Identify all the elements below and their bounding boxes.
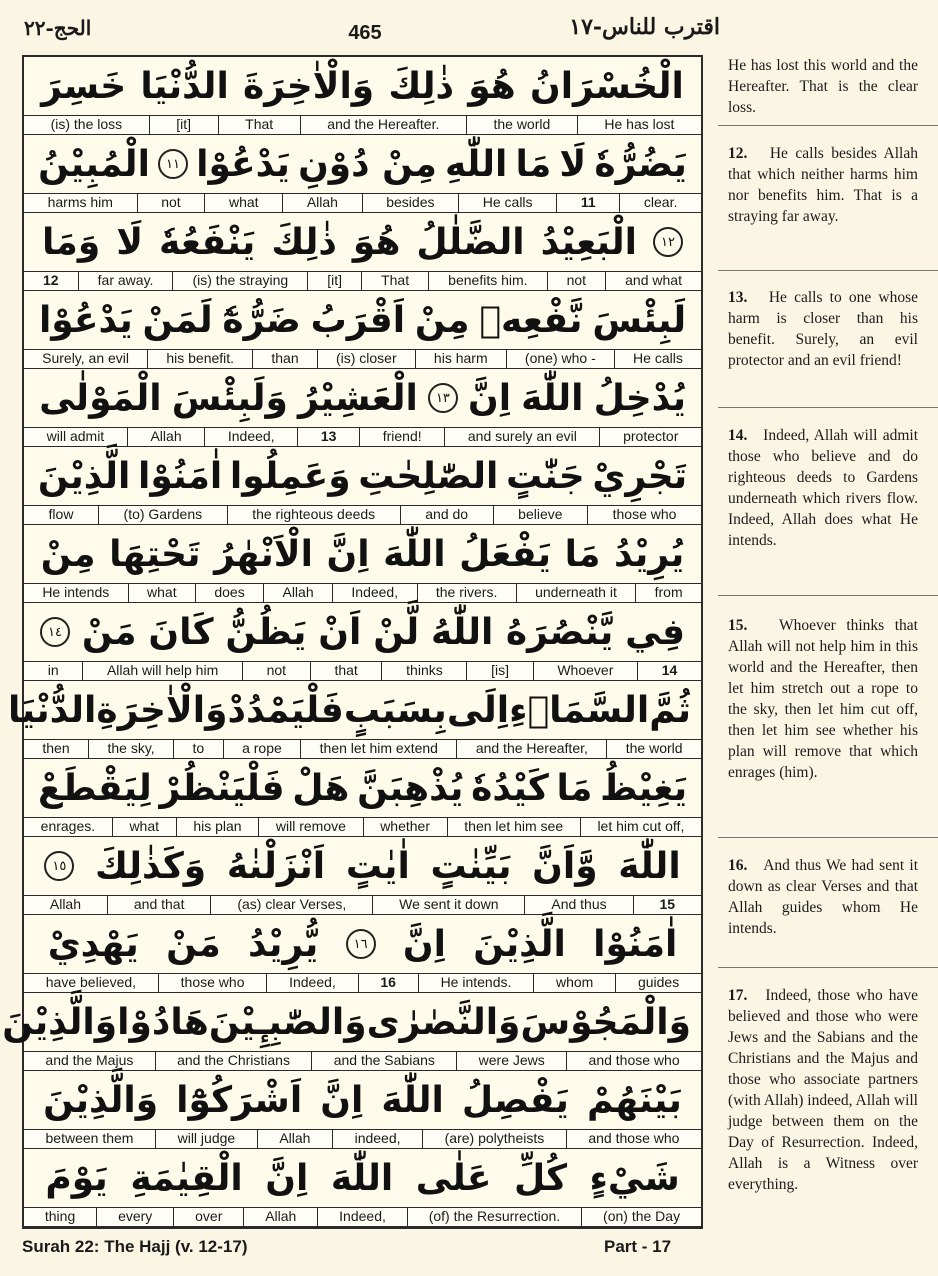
arabic-word: يَدْعُوْا xyxy=(196,143,290,185)
arabic-word: ذٰلِكَ xyxy=(388,65,454,107)
note-text: Whoever thinks that Allah will not help him in this world and the Hereafter, then let him stretch out a rope to the sky, then let him cut off, then let him see whether his plan will remove that which enrages (him). xyxy=(728,617,918,781)
arabic-line xyxy=(24,57,701,115)
arabic-word: اللّٰهَ xyxy=(381,1079,444,1121)
english-gloss-row xyxy=(24,895,701,915)
gloss-cell: That xyxy=(218,116,300,134)
note-text: Indeed, Allah will admit those who believe and do righteous deeds to Gardens underneath which rivers flow. Indeed, Allah does what He intends. xyxy=(728,427,918,549)
arabic-word: السَّمَاۤءِ xyxy=(509,689,650,731)
gloss-cell: every xyxy=(96,1208,173,1226)
verse-number-cell: 15 xyxy=(633,896,701,914)
gloss-cell: those who xyxy=(587,506,701,524)
gloss-cell: to xyxy=(173,740,223,758)
arabic-word: وَالصّٰبِـِٕيْنَ xyxy=(208,1001,367,1043)
commentary-note xyxy=(704,985,938,1195)
english-gloss-row xyxy=(24,973,701,993)
verse-line xyxy=(24,447,701,525)
arabic-word: ثُمَّ xyxy=(649,689,691,731)
arabic-word: الصّٰلِحٰتِ xyxy=(358,455,499,497)
gloss-cell: (one) who - xyxy=(506,350,614,368)
gloss-cell: and those who xyxy=(566,1130,701,1148)
arabic-word: يَّنْصُرَهُ اللّٰهُ xyxy=(430,611,614,653)
arabic-word: اِنَّ xyxy=(265,1157,309,1199)
arabic-word: وَالنَّصٰرٰى xyxy=(366,1001,521,1043)
gloss-cell: what xyxy=(112,818,176,836)
gloss-cell: He intends. xyxy=(418,974,533,992)
arabic-line xyxy=(24,1149,701,1207)
arabic-word: نَّفْعِهٖ xyxy=(479,299,583,341)
arabic-word: مِنْ xyxy=(40,533,96,575)
gloss-cell: over xyxy=(173,1208,243,1226)
arabic-word: الَّذِيْنَ xyxy=(473,923,566,965)
ayah-number-marker: ١٣ xyxy=(428,383,458,413)
english-gloss-row xyxy=(24,115,701,135)
ayah-number-marker: ١٤ xyxy=(40,617,70,647)
gloss-cell: Allah xyxy=(243,1208,317,1226)
gloss-cell: whom xyxy=(533,974,615,992)
note-number: 13. xyxy=(728,289,748,306)
ayah-number-marker: ١٥ xyxy=(44,851,74,881)
arabic-word: هُوَ xyxy=(352,221,401,263)
verse-line xyxy=(24,603,701,681)
gloss-cell: let him cut off, xyxy=(580,818,701,836)
arabic-word: اللّٰهَ xyxy=(521,377,584,419)
gloss-cell: He intends xyxy=(42,584,110,600)
note-text: Indeed, those who have believed and those who were Jews and the Sabians and the Christians and the Majus and those who associate partners (with Allah) indeed, Allah will judge between them on the Day of Resurrection. Indeed, Allah is a Witness over everything. xyxy=(728,987,918,1193)
gloss-cell: Indeed, xyxy=(204,428,297,446)
arabic-word: كَانَ xyxy=(148,611,214,653)
arabic-line xyxy=(24,447,701,505)
gloss-cell: his plan xyxy=(176,818,259,836)
arabic-word: مِنْ دُوْنِ xyxy=(298,143,437,185)
note-divider xyxy=(718,407,938,408)
verse-line xyxy=(24,759,701,837)
arabic-word: مَا xyxy=(515,143,552,185)
arabic-word: هُوَ xyxy=(468,65,516,107)
arabic-word: كَيْدُهٗ xyxy=(471,767,549,809)
note-number: 16. xyxy=(728,857,748,874)
arabic-word: يَفْعَلُ xyxy=(459,533,552,575)
gloss-cell: And thus xyxy=(524,896,632,914)
arabic-word: اٰمَنُوْا xyxy=(593,923,678,965)
gloss-cell: the sky, xyxy=(88,740,173,758)
arabic-word: فِي xyxy=(625,611,686,653)
arabic-word: يَفْصِلُ xyxy=(461,1079,569,1121)
arabic-line xyxy=(24,603,701,661)
gloss-cell: (on) the Day xyxy=(581,1208,701,1226)
commentary-column xyxy=(704,55,938,1255)
verse-line xyxy=(24,369,701,447)
english-gloss-row xyxy=(24,661,701,681)
arabic-word: بَيْنَهُمْ xyxy=(587,1079,682,1121)
verse-line xyxy=(2,993,701,1071)
arabic-word: لَا xyxy=(116,221,144,263)
arabic-word: الْخُسْرَانُ xyxy=(529,65,684,107)
gloss-cell: what xyxy=(128,584,195,602)
arabic-word: اَقْرَبُ xyxy=(310,299,406,341)
gloss-cell: underneath it xyxy=(516,584,636,602)
arabic-word: وَالَّذِيْنَ xyxy=(2,1001,118,1043)
note-divider xyxy=(718,270,938,271)
gloss-cell: the rivers. xyxy=(417,584,516,602)
arabic-word: لَبِئْسَ xyxy=(592,299,687,341)
gloss-cell: clear. xyxy=(619,194,701,212)
arabic-word: الْقِيٰمَةِ xyxy=(130,1157,243,1199)
translation-grid xyxy=(2,55,703,1229)
gloss-cell: benefits him. xyxy=(428,272,546,290)
arabic-word: خَسِرَ xyxy=(41,65,127,107)
english-gloss-row xyxy=(24,583,701,603)
gloss-cell: protector xyxy=(599,428,701,446)
gloss-cell: and the Hereafter, xyxy=(456,740,606,758)
arabic-word: اِنَّ xyxy=(326,533,370,575)
arabic-line xyxy=(7,681,701,739)
gloss-cell: Indeed, xyxy=(317,1208,407,1226)
gloss-cell: flow xyxy=(48,506,74,522)
arabic-word: الضَّلٰلُ xyxy=(416,221,525,263)
gloss-cell: [is] xyxy=(466,662,532,680)
gloss-cell: We sent it down xyxy=(372,896,524,914)
arabic-line xyxy=(24,837,701,895)
arabic-word: لَا xyxy=(559,143,587,185)
arabic-word: يَغِيْظُ xyxy=(600,767,688,809)
gloss-cell: not xyxy=(547,272,606,290)
arabic-word: لَّنْ xyxy=(373,611,420,653)
arabic-line xyxy=(24,135,701,193)
arabic-word: اَشْرَكُوْٓا xyxy=(176,1079,303,1121)
footer-part: Part - 17 xyxy=(604,1237,672,1256)
arabic-word: الْمُبِيْنُ xyxy=(38,143,150,185)
english-gloss-row xyxy=(24,505,701,525)
gloss-cell: Whoever xyxy=(533,662,637,680)
gloss-cell: [it] xyxy=(307,272,361,290)
gloss-cell: were Jews xyxy=(456,1052,566,1070)
commentary-note xyxy=(704,855,938,939)
gloss-cell: does xyxy=(195,584,263,602)
arabic-line xyxy=(24,369,701,427)
note-divider xyxy=(718,595,938,596)
arabic-word: تَجْرِيْ xyxy=(592,455,688,497)
ayah-number-marker: ١٦ xyxy=(346,929,376,959)
arabic-word: يَهْدِيْ xyxy=(47,923,139,965)
english-gloss-row xyxy=(24,739,701,759)
gloss-cell: besides xyxy=(362,194,459,212)
gloss-cell: Allah will help him xyxy=(82,662,242,680)
commentary-note xyxy=(704,287,938,371)
ayah-number-marker: ١٢ xyxy=(653,227,683,257)
note-text: He calls besides Allah that which neither harms him nor benefits him. That is a straying far away. xyxy=(728,145,918,225)
verse-number-cell: 12 xyxy=(43,272,59,288)
footer-surah-title: Surah 22: The Hajj (v. 12-17) xyxy=(22,1237,248,1256)
arabic-line xyxy=(24,291,701,349)
gloss-cell: far away. xyxy=(78,272,173,290)
page-number: 465 xyxy=(348,22,382,44)
gloss-cell: indeed, xyxy=(332,1130,422,1148)
gloss-cell: and the Sabians xyxy=(311,1052,456,1070)
verse-number-cell: 16 xyxy=(358,974,418,992)
gloss-cell: those who xyxy=(158,974,266,992)
arabic-word: يُّرِيْدُ xyxy=(248,923,319,965)
commentary-note xyxy=(704,615,938,783)
gloss-cell: and the Christians xyxy=(155,1052,312,1070)
arabic-word: الْعَشِيْرُ xyxy=(297,377,418,419)
arabic-line xyxy=(24,1071,701,1129)
arabic-word: وَالْاٰخِرَةَ xyxy=(243,65,375,107)
arabic-word: اِنَّ xyxy=(402,923,446,965)
gloss-cell: the world xyxy=(606,740,701,758)
note-number: 14. xyxy=(728,427,748,444)
arabic-word: ذٰلِكَ xyxy=(271,221,337,263)
gloss-cell: and the Majus xyxy=(45,1052,134,1068)
arabic-word: فَلْيَنْظُرْ xyxy=(159,767,285,809)
note-number: 17. xyxy=(728,987,748,1004)
verse-line xyxy=(24,837,701,915)
gloss-cell: (is) the straying xyxy=(172,272,307,290)
gloss-cell: not xyxy=(242,662,310,680)
gloss-cell: and what xyxy=(605,272,701,290)
english-gloss-row xyxy=(24,817,701,837)
gloss-cell: and those who xyxy=(566,1052,701,1070)
gloss-cell: Indeed, xyxy=(266,974,357,992)
arabic-word: جَنّٰتٍ xyxy=(505,455,585,497)
gloss-cell: then xyxy=(42,740,70,756)
english-gloss-row xyxy=(24,193,701,213)
arabic-word: مَنْ xyxy=(166,923,221,965)
arabic-word: بِسَبَبٍ xyxy=(343,689,447,731)
arabic-word: تَحْتِهَا xyxy=(109,533,201,575)
arabic-word: اَنْزَلْنٰهُ xyxy=(226,845,326,887)
english-gloss-row xyxy=(24,349,701,369)
arabic-word: اَنْ xyxy=(318,611,362,653)
arabic-word: وَكَذٰلِكَ xyxy=(95,845,207,887)
gloss-cell: not xyxy=(137,194,205,212)
gloss-cell: [it] xyxy=(149,116,218,134)
arabic-word: وَالَّذِيْنَ xyxy=(43,1079,159,1121)
gloss-cell: then let him see xyxy=(447,818,580,836)
verse-number-cell: 13 xyxy=(297,428,359,446)
english-gloss-row xyxy=(24,1051,701,1071)
verse-number-cell: 14 xyxy=(637,662,701,680)
gloss-cell: and surely an evil xyxy=(444,428,599,446)
arabic-word: مَا xyxy=(564,533,601,575)
verse-number-cell: 11 xyxy=(556,194,619,212)
gloss-cell: thing xyxy=(44,1208,76,1224)
note-divider xyxy=(718,837,938,838)
arabic-word: شَيْءٍ xyxy=(589,1157,680,1199)
gloss-cell: He calls xyxy=(614,350,701,368)
verse-line xyxy=(24,57,701,135)
gloss-cell: that xyxy=(310,662,382,680)
gloss-cell: his benefit. xyxy=(147,350,252,368)
arabic-word: اِلَى xyxy=(446,689,510,731)
arabic-word: الدُّنْيَا xyxy=(7,689,97,731)
verse-line xyxy=(24,525,701,603)
arabic-word: فَلْيَمْدُدْ xyxy=(227,689,344,731)
gloss-cell: (is) closer xyxy=(317,350,415,368)
gloss-cell: and do xyxy=(400,506,493,524)
gloss-cell: thinks xyxy=(381,662,466,680)
gloss-cell: guides xyxy=(615,974,701,992)
arabic-word: عَلٰى xyxy=(415,1157,492,1199)
arabic-word: الْبَعِيْدُ xyxy=(540,221,637,263)
arabic-word: اٰيٰتٍ xyxy=(345,845,410,887)
gloss-cell: will judge xyxy=(155,1130,257,1148)
arabic-word: وَّاَنَّ xyxy=(532,845,598,887)
gloss-cell: than xyxy=(252,350,317,368)
gloss-cell: Allah xyxy=(263,584,332,602)
arabic-word: وَعَمِلُوا xyxy=(229,455,351,497)
gloss-cell: Allah xyxy=(257,1130,332,1148)
gloss-cell: Allah xyxy=(49,896,82,912)
arabic-word: مَنْ xyxy=(81,611,137,653)
gloss-cell: Allah xyxy=(282,194,361,212)
arabic-line xyxy=(24,525,701,583)
arabic-word: الْاَنْهٰرُ xyxy=(214,533,313,575)
gloss-cell: the world xyxy=(466,116,577,134)
gloss-cell: his harm xyxy=(415,350,506,368)
gloss-cell: the righteous deeds xyxy=(227,506,400,524)
gloss-cell: between them xyxy=(45,1130,134,1146)
arabic-word: هَلْ xyxy=(292,767,350,809)
arabic-word: كُلِّ xyxy=(513,1157,568,1199)
english-gloss-row xyxy=(24,1129,701,1149)
note-divider xyxy=(718,967,938,968)
gloss-cell: (to) Gardens xyxy=(98,506,227,524)
gloss-cell: have believed, xyxy=(45,974,137,990)
gloss-cell: Surely, an evil xyxy=(42,350,130,366)
english-gloss-row xyxy=(24,1207,701,1227)
note-text: And thus We had sent it down as clear Verses and that Allah guides whom He intends. xyxy=(728,857,919,937)
arabic-word: اللّٰهَ xyxy=(383,533,446,575)
arabic-word: وَالْاٰخِرَةِ xyxy=(96,689,228,731)
gloss-cell: Indeed, xyxy=(332,584,416,602)
verse-line xyxy=(24,1071,701,1149)
note-text: He has lost this world and the Hereafter. That is the clear loss. xyxy=(728,57,918,116)
gloss-cell: He calls xyxy=(458,194,556,212)
english-gloss-row xyxy=(24,271,701,291)
arabic-line xyxy=(24,915,701,973)
arabic-line xyxy=(24,213,701,271)
verse-line xyxy=(24,213,701,291)
header-juz-arabic: اقترب للناس-١٧ xyxy=(569,14,720,40)
note-number: 15. xyxy=(728,617,748,634)
arabic-word: اِنَّ xyxy=(320,1079,364,1121)
arabic-word: اِنَّ xyxy=(467,377,512,419)
arabic-word: اللّٰهَ xyxy=(330,1157,394,1199)
gloss-cell: (is) the loss xyxy=(50,116,123,132)
gloss-cell: whether xyxy=(363,818,447,836)
arabic-word: يَوْمَ xyxy=(45,1157,108,1199)
verse-line xyxy=(24,1149,701,1227)
gloss-cell: enrages. xyxy=(40,818,96,834)
gloss-cell: from xyxy=(635,584,701,602)
arabic-word: اللّٰهِ xyxy=(444,143,508,185)
gloss-cell: and the Hereafter. xyxy=(300,116,466,134)
verse-line xyxy=(24,915,701,993)
note-number: 12. xyxy=(728,145,748,162)
arabic-word: يَنْفَعُهٗ xyxy=(159,221,256,263)
verse-line xyxy=(24,291,701,369)
note-text: He calls to one whose harm is closer than his benefit. Surely, an evil protector and an evil friend! xyxy=(728,289,918,369)
arabic-word: يُذْهِبَنَّ xyxy=(357,767,464,809)
gloss-cell: believe xyxy=(493,506,587,524)
gloss-cell: That xyxy=(361,272,428,290)
ayah-number-marker: ١١ xyxy=(158,149,188,179)
verse-line xyxy=(24,135,701,213)
gloss-cell: He has lost xyxy=(577,116,701,134)
arabic-word: اللّٰهَ xyxy=(618,845,681,887)
arabic-word: يُرِيْدُ xyxy=(613,533,685,575)
gloss-cell: then let him extend xyxy=(300,740,456,758)
arabic-word: الْمَوْلٰى xyxy=(39,377,162,419)
gloss-cell: harms him xyxy=(47,194,113,210)
note-divider xyxy=(718,125,938,126)
arabic-word: اٰمَنُوْا xyxy=(138,455,223,497)
commentary-note xyxy=(704,425,938,551)
arabic-word: ضَرُّهٗٓ xyxy=(222,299,301,341)
commentary-note xyxy=(704,143,938,227)
gloss-cell: and that xyxy=(107,896,210,914)
commentary-note xyxy=(704,55,938,118)
gloss-cell: (as) clear Verses, xyxy=(210,896,372,914)
gloss-cell: Allah xyxy=(127,428,204,446)
arabic-word: وَالْمَجُوْسَ xyxy=(520,1001,691,1043)
verse-line xyxy=(7,681,701,759)
arabic-word: وَلَبِئْسَ xyxy=(171,377,288,419)
gloss-cell: will remove xyxy=(258,818,362,836)
gloss-cell: what xyxy=(204,194,282,212)
arabic-word: مَا xyxy=(556,767,593,809)
header-surah-arabic: الحج-٢٢ xyxy=(24,16,92,40)
gloss-cell: will admit xyxy=(46,428,105,444)
arabic-word: هَادُوْا xyxy=(117,1001,209,1043)
arabic-word: وَمَا xyxy=(42,221,101,263)
gloss-cell: in xyxy=(47,662,59,678)
arabic-word: يَضُرُّهٗ xyxy=(594,143,687,185)
arabic-word: يَظُنُّ xyxy=(225,611,307,653)
gloss-cell: (of) the Resurrection. xyxy=(407,1208,581,1226)
arabic-word: لَمَنْ xyxy=(142,299,213,341)
arabic-line xyxy=(2,993,701,1051)
arabic-word: الَّذِيْنَ xyxy=(37,455,131,497)
arabic-line xyxy=(24,759,701,817)
gloss-cell: friend! xyxy=(359,428,444,446)
english-gloss-row xyxy=(24,427,701,447)
gloss-cell: (are) polytheists xyxy=(422,1130,566,1148)
arabic-word: لِيَقْطَعْ xyxy=(37,767,152,809)
arabic-word: الدُّنْيَا xyxy=(140,65,229,107)
gloss-cell: a rope xyxy=(223,740,301,758)
arabic-word: بَيِّنٰتٍ xyxy=(430,845,512,887)
arabic-word: يَدْعُوْا xyxy=(38,299,133,341)
arabic-word: مِنْ xyxy=(414,299,470,341)
arabic-word: يُدْخِلُ xyxy=(593,377,686,419)
